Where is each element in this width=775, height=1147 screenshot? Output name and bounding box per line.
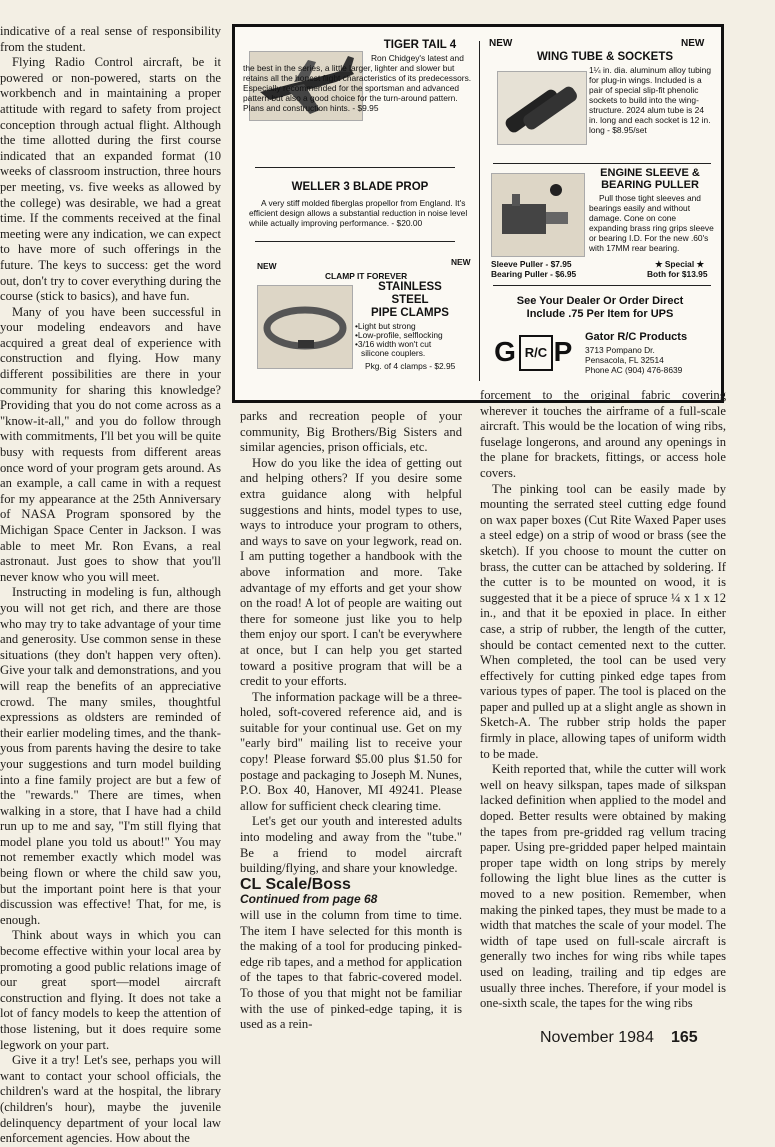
wing-tube-title: WING TUBE & SOCKETS	[536, 51, 674, 63]
gator-logo-p: P	[553, 336, 573, 367]
ad-divider	[479, 41, 480, 381]
article-column-2	[240, 409, 462, 1033]
paragraph: The pinking tool can be easily made by mounting the serrated steel cutting edge found on wax paper boxes (Cut Rite Waxed Paper uses a steel edge) on a strip of wood or brass (see the sketch). If you choose to mount the cutter on brass, the cutter can be attached by soldering. If the cutter is to be mounted on wood, it is suggested that it be a piece of spruce ¼ x 1 x 12 in., and that it be epoxied in place. In either case, a strip of rubber, the length of the cutter, should be contact cemented next to the cutter. When completed, the tool can be used very effectively for cutting pinked edge tapes from various types of paper. The tool is placed on the paper and pulled up at a slight angle as shown in Sketch-A. The rubber strip holds the paper firmly in place, allowing tapes of uniform width to be made.	[480, 481, 726, 761]
new-label: NEW	[257, 261, 277, 271]
paragraph: will use in the column from time to time. The item I have selected for this month is the making of a tool for producing pinked-edge rib tapes, and a method for application of the tapes to that fabric-covered model. To those of you that might not be familiar with the use of pinked-edge taping, it is used as a rein-	[240, 908, 462, 1032]
section-title: CL Scale/Boss	[240, 875, 351, 893]
new-label: NEW	[681, 38, 705, 49]
divider	[493, 163, 711, 164]
wing-tube-description: 1¼ in. dia. aluminum alloy tubing for plug-in wings. Included is a pair of special slip-fit phenolic sockets to build into the wing-structure. 2024 alum tube is 24 in. long and each socket is 12 in. long - $8.95/set	[589, 65, 711, 135]
clamp-bullet: silicone couplers.	[361, 348, 426, 358]
divider	[493, 285, 711, 286]
engine-puller-description: Pull those tight sleeves and bearings easily and without damage. Cone on cone expanding brass ring grips sleeve or bearing I.D. For the new .60's with 17MM rear bearing.	[589, 193, 714, 253]
paragraph: Instructing in modeling is fun, although you will not get rich, and there are those who may try to take advantage of your time and generosity. Use common sense in these situations (they don't happen very often). Give your talk and demonstrations, and you will reap the benefits of an appreciative crowd. The many smiles, thoughtful expressions as oldsters are reminded of their earlier modeling times, and the thank-yous from parents having the desire to take your suggestions and turn model building into a fine family project are but a few of the "rewards." There are times, when walking in a store, that I have had a child run up to me and say, "I'm still flying that model plane you told us about!" You may not remember exactly which model was being flown or where the child saw you, but the important point here is that your discussion was effective! That, for me, is enough.	[0, 585, 221, 927]
issue-date: November 1984	[540, 1029, 654, 1046]
engine-puller-photo	[491, 173, 585, 257]
clamp-kicker: CLAMP IT FOREVER	[325, 271, 408, 281]
new-label: NEW	[489, 38, 513, 49]
engine-puller-title-1: ENGINE SLEEVE &	[600, 167, 700, 179]
paragraph: How do you like the idea of getting out and helping others? If you desire some extra guidance along with helpful suggestions and hints, model types to use, ways to introduce your program to others, and ways to save on your legwork, read on. I am putting together a handbook with the above information and more. Take advantage of my efforts and get your show on the road! A lot of people are waiting out there for someone just like you to help them enjoy our sport. I can't be everywhere at once, but I can help you get started toward a positive program that will be a credit to your efforts.	[240, 455, 462, 689]
clamp-bullet: •3/16 width won't cut	[355, 339, 432, 349]
company-phone: Phone AC (904) 476-8639	[585, 365, 683, 375]
pipe-clamp-photo	[257, 285, 353, 369]
sleeve-price: Sleeve Puller - $7.95	[491, 259, 572, 269]
engine-puller-title-2: BEARING PULLER	[601, 179, 699, 191]
tiger-tail-title: TIGER TAIL 4	[383, 39, 457, 51]
clamp-title-2: STEEL	[391, 294, 429, 306]
article-column-3	[480, 388, 726, 1012]
bearing-price: Bearing Puller - $6.95	[491, 269, 577, 279]
paragraph: Let's get our youth and interested adults into modeling and away from the "tube." Be a friend to model aircraft building/flying, and share your knowledge.	[240, 814, 462, 876]
gator-logo-rc: R/C	[519, 335, 553, 371]
company-name: Gator R/C Products	[585, 331, 688, 343]
paragraph: indicative of a real sense of responsibility from the student.	[0, 24, 221, 54]
clamp-bullet: •Low-profile, selflocking	[355, 330, 443, 340]
gator-rc-advertisement	[232, 24, 724, 403]
article-column-1	[0, 24, 221, 1147]
page-number: 165	[671, 1029, 698, 1046]
clamp-price: Pkg. of 4 clamps - $2.95	[365, 361, 456, 371]
gator-logo-g: G	[494, 336, 516, 367]
paragraph: The information package will be a three-holed, soft-covered reference aid, and is suitable for your continual use. Get on my "early bird" mailing list to receive your copy! Please forward $5.00 plus $1.50 for postage and packaging to Joseph M. Nunes, P.O. Box 40, Hanover, MI 49241. Please allow for sufficient check clearing time.	[240, 689, 462, 813]
weller-prop-description: A very stiff molded fiberglas propellor from England. It's efficient design allows a substantial reduction in noise level while actually improving performance. - $20.00	[249, 198, 468, 228]
paragraph: Think about ways in which you can become effective within your local area by promoting a good public relations image of our great sport—model aircraft construction and flying. It does not take a lot of fancy models to keep the attention of those listening, but it does require some legwork on your part.	[0, 928, 221, 1052]
dealer-line-2: Include .75 Per Item for UPS	[526, 308, 674, 320]
section-subtitle: Continued from page 68	[240, 892, 378, 907]
wing-tube-photo	[497, 71, 587, 145]
paragraph: Many of you have been successful in your modeling endeavors and have acquired a great deal of experience with construction and flying. How many different possibilities are there in your community for sharing this knowledge? Providing that you do not come across as a "know-it-all," and you do follow through with commitments, I'll bet you will be quite busy with requests from different areas once word of your program gets around. As an example, a call came in with a request for my appearance at the 25th Anniversary of NASA Program sponsored by the Michigan Space Center in Jackson. I was able to meet Mr. Ron Evans, a real astronaut. Just goes to show that you'll never know who you will meet.	[0, 304, 221, 584]
paragraph: Flying Radio Control aircraft, be it powered or non-powered, starts on the workbench and in maintaining a proper attitude with regard to safety from project conception through actual flight. Although the time allotted during the first course indicated that an expanded format (10 weeks of classroom instruction, three hours per meeting, vs. five weeks as allowed by the college) was desirable, we had a great time. If the comments received at the final meeting were any indication, we can expect to have more of such offerings in the future. The keys to success: get the word out, don't try to cover everything during the course (stick to basics), and have fun.	[0, 55, 221, 304]
dealer-line-1: See Your Dealer Or Order Direct	[516, 295, 684, 307]
clamp-title-3: PIPE CLAMPS	[371, 307, 449, 319]
new-label: NEW	[451, 257, 471, 267]
paragraph: Give it a try! Let's see, perhaps you will want to contact your school officials, the children's ward at the hospital, the library (children's hour), maybe the juvenile delinquency department of your local law enforcement agencies. How about the	[0, 1053, 221, 1146]
paragraph: parks and recreation people of your community, Big Brothers/Big Sisters and similar agencies, prison officials, etc.	[240, 409, 462, 455]
divider	[255, 241, 455, 242]
company-address-1: 3713 Pompano Dr.	[585, 345, 655, 355]
paragraph: forcement to the original fabric covering wherever it touches the airframe of a full-scale aircraft. This would be the location of wing ribs, fuselage longerons, and around any openings in the plane for brackets, fittings, or access hole covers.	[480, 388, 726, 480]
special-label: ★ Special ★	[655, 259, 704, 269]
clamp-title-1: STAINLESS	[378, 281, 442, 293]
special-price: Both for $13.95	[647, 269, 708, 279]
tiger-tail-description: Ron Chidgey's latest and the best in the series, a little larger, lighter and slower but retains all the honest flight characteristics of its predecessors. Especially recommended for the sportsman and advanced pattern but also a good choice for the turn-around pattern. Plans and construction hints. - $9.95	[243, 53, 472, 113]
company-address-2: Pensacola, FL 32514	[585, 355, 664, 365]
divider	[255, 167, 455, 168]
weller-prop-title: WELLER 3 BLADE PROP	[291, 181, 429, 193]
clamp-bullet: •Light but strong	[355, 321, 416, 331]
paragraph: Keith reported that, while the cutter will work well on heavy silkspan, tapes made of silkspan lacked definition when applied to the model and doped. Better results were obtained by making the tapes from pre-gridded rag vellum tracing paper. Using pre-gridded paper helped maintain proper tape width on long strips by merely following the light blue lines as the cutter is moved to a new position. Remember, when making the pinked tapes, they must be made to a width that matches the scale of your model. The width of tape used on full-scale aircraft is generally two inches for wing ribs while tapes used on leading, trailing and tip edges are usually three inches. Therefore, if your model is one-sixth scale, the tapes for the wing ribs	[480, 762, 726, 1011]
